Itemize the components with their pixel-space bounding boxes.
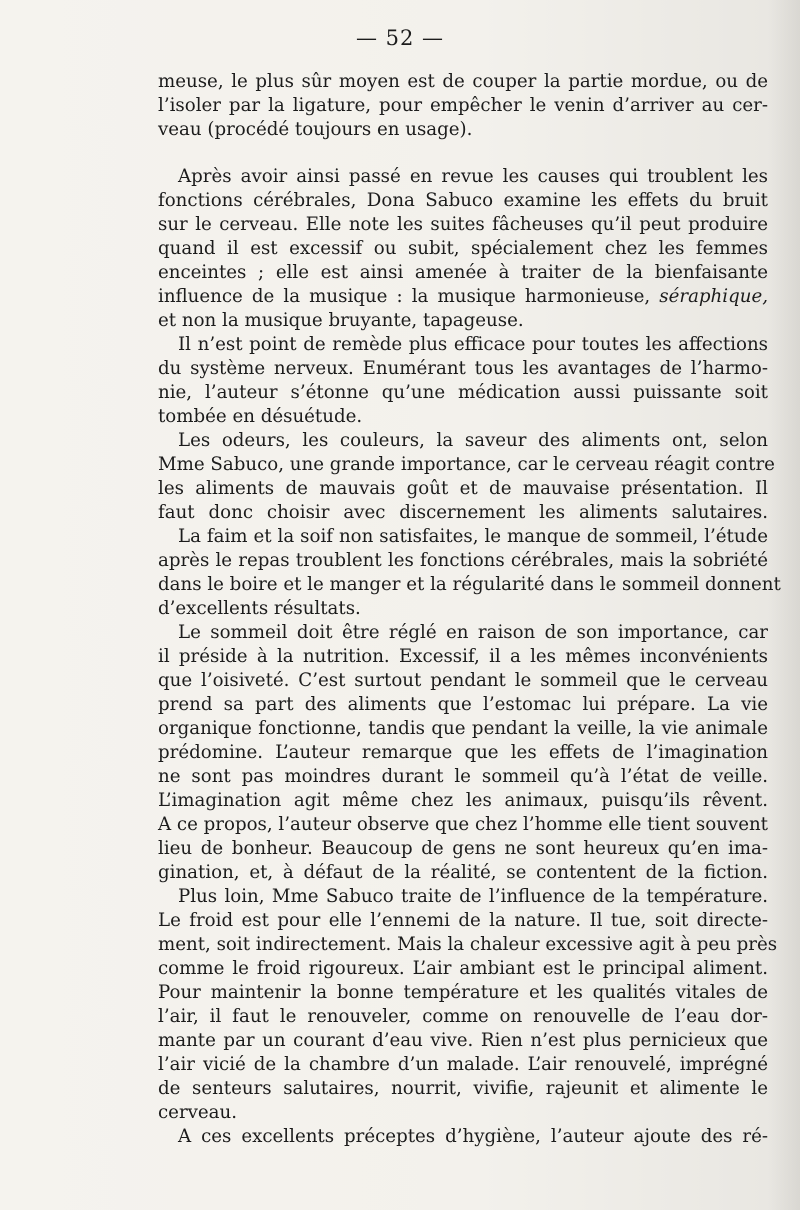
text-line: Après avoir ainsi passé en revue les causes qui troublent les [178,166,768,187]
text-line: A ce propos, l’auteur observe que chez l’homme elle tient souvent [158,814,768,835]
text-line: Pour maintenir la bonne température et les qualités vitales de [158,982,768,1003]
text-line: que l’oisiveté. C’est surtout pendant le sommeil que le cerveau [158,670,768,691]
italic-word: séraphique, [659,286,768,307]
text-line: l’air, il faut le renouveler, comme on renouvelle de l’eau dor- [158,1006,768,1027]
text-line: après le repas troublent les fonctions cérébrales, mais la sobriété [158,550,768,571]
text-line: Plus loin, Mme Sabuco traite de l’influence de la température. [178,886,768,907]
text-line: veau (procédé toujours en usage). [158,119,473,140]
text-line: l’air vicié de la chambre d’un malade. L’air renouvelé, imprégné [158,1054,768,1075]
text-line: prédomine. L’auteur remarque que les effets de l’imagination [158,742,768,763]
text-line: gination, et, à défaut de la réalité, se contentent de la fiction. [158,862,768,883]
text-line: meuse, le plus sûr moyen est de couper la partie mordue, ou de [158,71,768,92]
text-line: sur le cerveau. Elle note les suites fâcheuses qu’il peut produire [158,214,768,235]
text-line: cerveau. [158,1102,238,1123]
text-line: fonctions cérébrales, Dona Sabuco examine les effets du bruit [158,190,768,211]
text-line: faut donc choisir avec discernement les aliments salutaires. [158,502,768,523]
text-line: Les odeurs, les couleurs, la saveur des aliments ont, selon [178,430,768,451]
text-line: dans le boire et le manger et la régularité dans le sommeil donnent [158,574,781,595]
text-line: l’isoler par la ligature, pour empêcher le venin d’arriver au cer- [158,95,768,116]
text-line-segment: influence de la musique : la musique harmonieuse, [158,286,660,307]
text-line: ment, soit indirectement. Mais la chaleur excessive agit à peu près [158,934,778,955]
text-line: A ces excellents préceptes d’hygiène, l’auteur ajoute des ré- [178,1126,768,1147]
text-line: mante par un courant d’eau vive. Rien n’est plus pernicieux que [158,1030,768,1051]
text-line: ne sont pas moindres durant le sommeil qu’à l’état de veille. [158,766,768,787]
text-line: L’imagination agit même chez les animaux, puisqu’ils rêvent. [158,790,768,811]
text-line: comme le froid rigoureux. L’air ambiant est le principal aliment. [158,958,768,979]
text-line: Il n’est point de remède plus efficace pour toutes les affections [178,334,768,355]
text-line: enceintes ; elle est ainsi amenée à traiter de la bienfaisante [158,262,768,283]
text-line: du système nerveux. Enumérant tous les avantages de l’harmo- [158,358,768,379]
text-line: Le froid est pour elle l’ennemi de la nature. Il tue, soit directe- [158,910,768,931]
text-line: il préside à la nutrition. Excessif, il a les mêmes inconvénients [158,646,768,667]
text-line: d’excellents résultats. [158,598,361,619]
text-line: organique fonctionne, tandis que pendant la veille, la vie animale [158,718,768,739]
text-line: Mme Sabuco, une grande importance, car le cerveau réagit contre [158,454,775,475]
paragraph-gap [158,142,768,165]
text-line: nie, l’auteur s’étonne qu’une médication aussi puissante soit [158,382,768,403]
text-line: Le sommeil doit être réglé en raison de son importance, car [178,622,768,643]
text-line: de senteurs salutaires, nourrit, vivifie, rajeunit et alimente le [158,1078,768,1099]
page-number: — 52 — [355,26,445,50]
text-line: La faim et la soif non satisfaites, le manque de sommeil, l’étude [178,526,768,547]
text-line: et non la musique bruyante, tapageuse. [158,310,524,331]
body-text [158,70,781,1149]
text-line: tombée en désuétude. [158,406,363,427]
text-line: quand il est excessif ou subit, spécialement chez les femmes [158,238,768,259]
text-line [158,285,768,309]
text-line: lieu de bonheur. Beaucoup de gens ne sont heureux qu’en ima- [158,838,768,859]
text-line: les aliments de mauvais goût et de mauvaise présentation. Il [158,478,768,499]
text-line: prend sa part des aliments que l’estomac lui prépare. La vie [158,694,768,715]
